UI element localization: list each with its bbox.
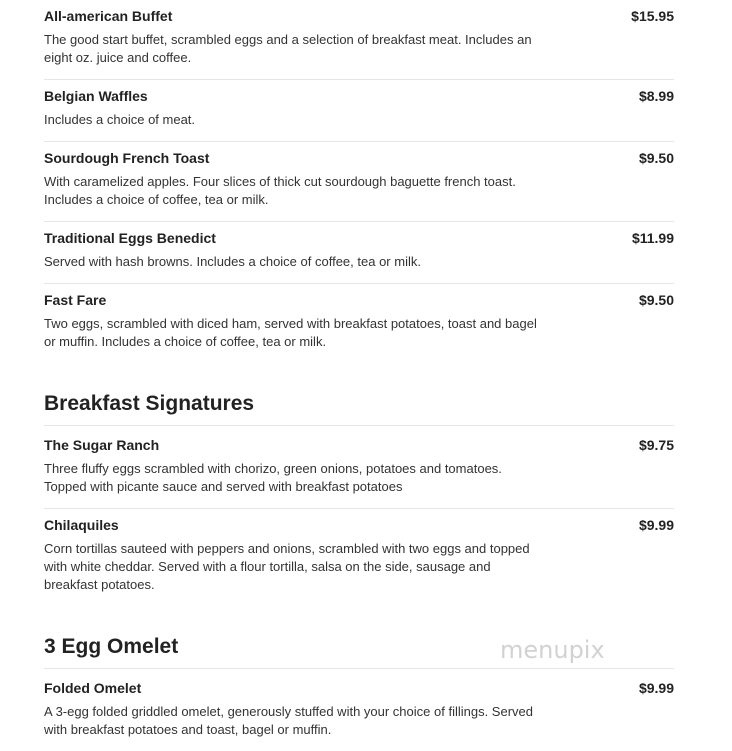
item-name: Traditional Eggs Benedict xyxy=(44,230,216,246)
item-name: Sourdough French Toast xyxy=(44,150,210,166)
item-price: $9.75 xyxy=(638,437,674,453)
item-description: A 3-egg folded griddled omelet, generously stuffed with your choice of fillings. Served with breakfast potatoes and toast, bagel or muffin. xyxy=(44,704,533,737)
item-price: $9.50 xyxy=(638,292,674,308)
menu-item xyxy=(44,222,674,284)
item-price: $11.99 xyxy=(631,230,674,246)
item-price: $15.95 xyxy=(631,8,674,24)
item-description: The good start buffet, scrambled eggs and a selection of breakfast meat. Includes an eight oz. juice and coffee. xyxy=(44,32,532,65)
menu-item xyxy=(44,284,674,363)
item-name: Fast Fare xyxy=(44,292,107,308)
menu-item xyxy=(44,80,674,142)
menu-item xyxy=(44,509,674,606)
item-price: $9.50 xyxy=(638,150,674,166)
item-description: Served with hash browns. Includes a choice of coffee, tea or milk. xyxy=(44,254,421,269)
item-price: $8.99 xyxy=(638,88,674,104)
section-title-breakfast-signatures: Breakfast Signatures xyxy=(44,363,674,426)
item-name: Folded Omelet xyxy=(44,680,142,696)
item-price: $9.99 xyxy=(638,680,674,696)
item-description: Includes a choice of meat. xyxy=(44,112,196,127)
menu-item xyxy=(44,426,674,509)
item-description: Corn tortillas sauteed with peppers and onions, scrambled with two eggs and topped with white cheddar. Served with a flour tortilla, salsa on the side, sausage and breakfast potatoes. xyxy=(44,541,530,592)
menu-item xyxy=(44,0,674,80)
section-title-3-egg-omelet: 3 Egg Omelet xyxy=(44,606,674,669)
item-name: All-american Buffet xyxy=(44,8,173,24)
item-name: Chilaquiles xyxy=(44,517,119,533)
menupix-watermark: menupix xyxy=(500,636,605,664)
item-price: $9.99 xyxy=(638,517,674,533)
item-description: With caramelized apples. Four slices of thick cut sourdough baguette french toast. Includes a choice of coffee, tea or milk. xyxy=(44,174,516,207)
item-name: The Sugar Ranch xyxy=(44,437,160,453)
item-description: Two eggs, scrambled with diced ham, served with breakfast potatoes, toast and bagel or muffin. Includes a choice of coffee, tea or milk. xyxy=(44,316,537,349)
menu-item xyxy=(44,669,674,751)
menu-item xyxy=(44,142,674,222)
item-description: Three fluffy eggs scrambled with chorizo, green onions, potatoes and tomatoes. Topped with picante sauce and served with breakfast potatoes xyxy=(44,461,502,494)
item-name: Belgian Waffles xyxy=(44,88,148,104)
